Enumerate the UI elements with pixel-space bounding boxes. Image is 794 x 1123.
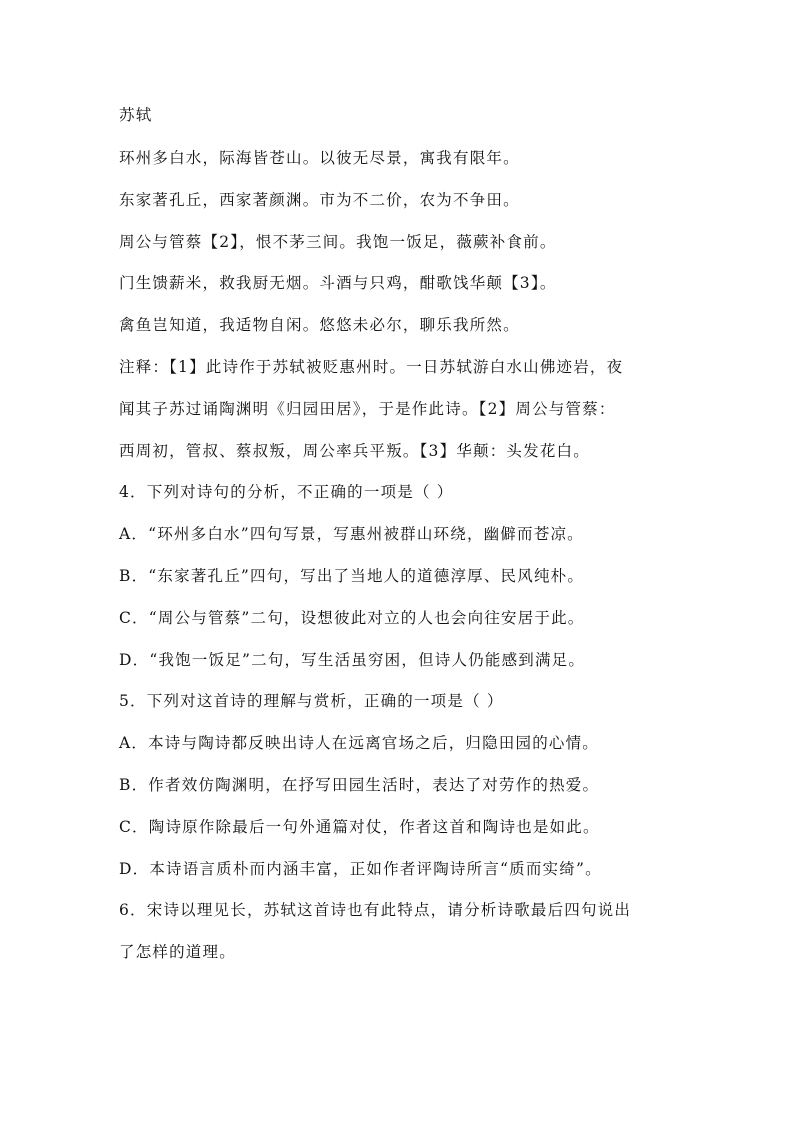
question-6-line-1: 6．宋诗以理见长，苏轼这首诗也有此特点，请分析诗歌最后四句说出 xyxy=(119,901,632,919)
question-5-option-b: B．作者效仿陶渊明，在抒写田园生活时，表达了对劳作的热爱。 xyxy=(119,776,600,794)
poem-line-4: 门生馈薪米，救我厨无烟。斗酒与只鸡，酣歌饯华颠【3】。 xyxy=(119,274,557,292)
notes-line-3: 西周初，管叔、蔡叔叛，周公率兵平叛。【3】华颠：头发花白。 xyxy=(119,442,590,460)
question-5-option-c: C．陶诗原作除最后一句外通篇对仗，作者这首和陶诗也是如此。 xyxy=(119,818,600,836)
question-4-option-c: C．“周公与管蔡”二句，设想彼此对立的人也会向往安居于此。 xyxy=(119,609,585,627)
question-4-option-d: D．“我饱一饭足”二句，写生活虽穷困，但诗人仍能感到满足。 xyxy=(119,651,586,669)
question-4-option-a: A．“环州多白水”四句写景，写惠州被群山环绕，幽僻而苍凉。 xyxy=(119,525,584,543)
poem-line-2: 东家著孔丘，西家著颜渊。市为不二价，农为不争田。 xyxy=(119,191,520,209)
poem-author: 苏轼 xyxy=(119,106,153,124)
notes-line-2: 闻其子苏过诵陶渊明《归园田居》，于是作此诗。【2】周公与管蔡： xyxy=(119,400,616,418)
poem-line-3: 周公与管蔡【2】，恨不茅三间。我饱一饭足，薇蕨补食前。 xyxy=(119,233,557,251)
notes-line-1: 注释：【1】此诗作于苏轼被贬惠州时。一日苏轼游白水山佛迹岩，夜 xyxy=(119,358,624,376)
question-5-option-a: A．本诗与陶诗都反映出诗人在远离官场之后，归隐田园的心情。 xyxy=(119,734,599,752)
question-4-stem: 4．下列对诗句的分析，不正确的一项是（ ） xyxy=(119,483,454,501)
poem-line-1: 环州多白水，际海皆苍山。以彼无尽景，寓我有限年。 xyxy=(119,149,520,167)
question-4-option-b: B．“东家著孔丘”四句，写出了当地人的道德淳厚、民风纯朴。 xyxy=(119,567,585,585)
question-5-stem: 5．下列对这首诗的理解与赏析，正确的一项是（ ） xyxy=(119,692,504,710)
question-5-option-d: D．本诗语言质朴而内涵丰富，正如作者评陶诗所言“质而实绮”。 xyxy=(119,860,602,878)
poem-line-5: 禽鱼岂知道，我适物自闲。悠悠未必尔，聊乐我所然。 xyxy=(119,316,520,334)
question-6-line-2: 了怎样的道理。 xyxy=(119,943,236,961)
